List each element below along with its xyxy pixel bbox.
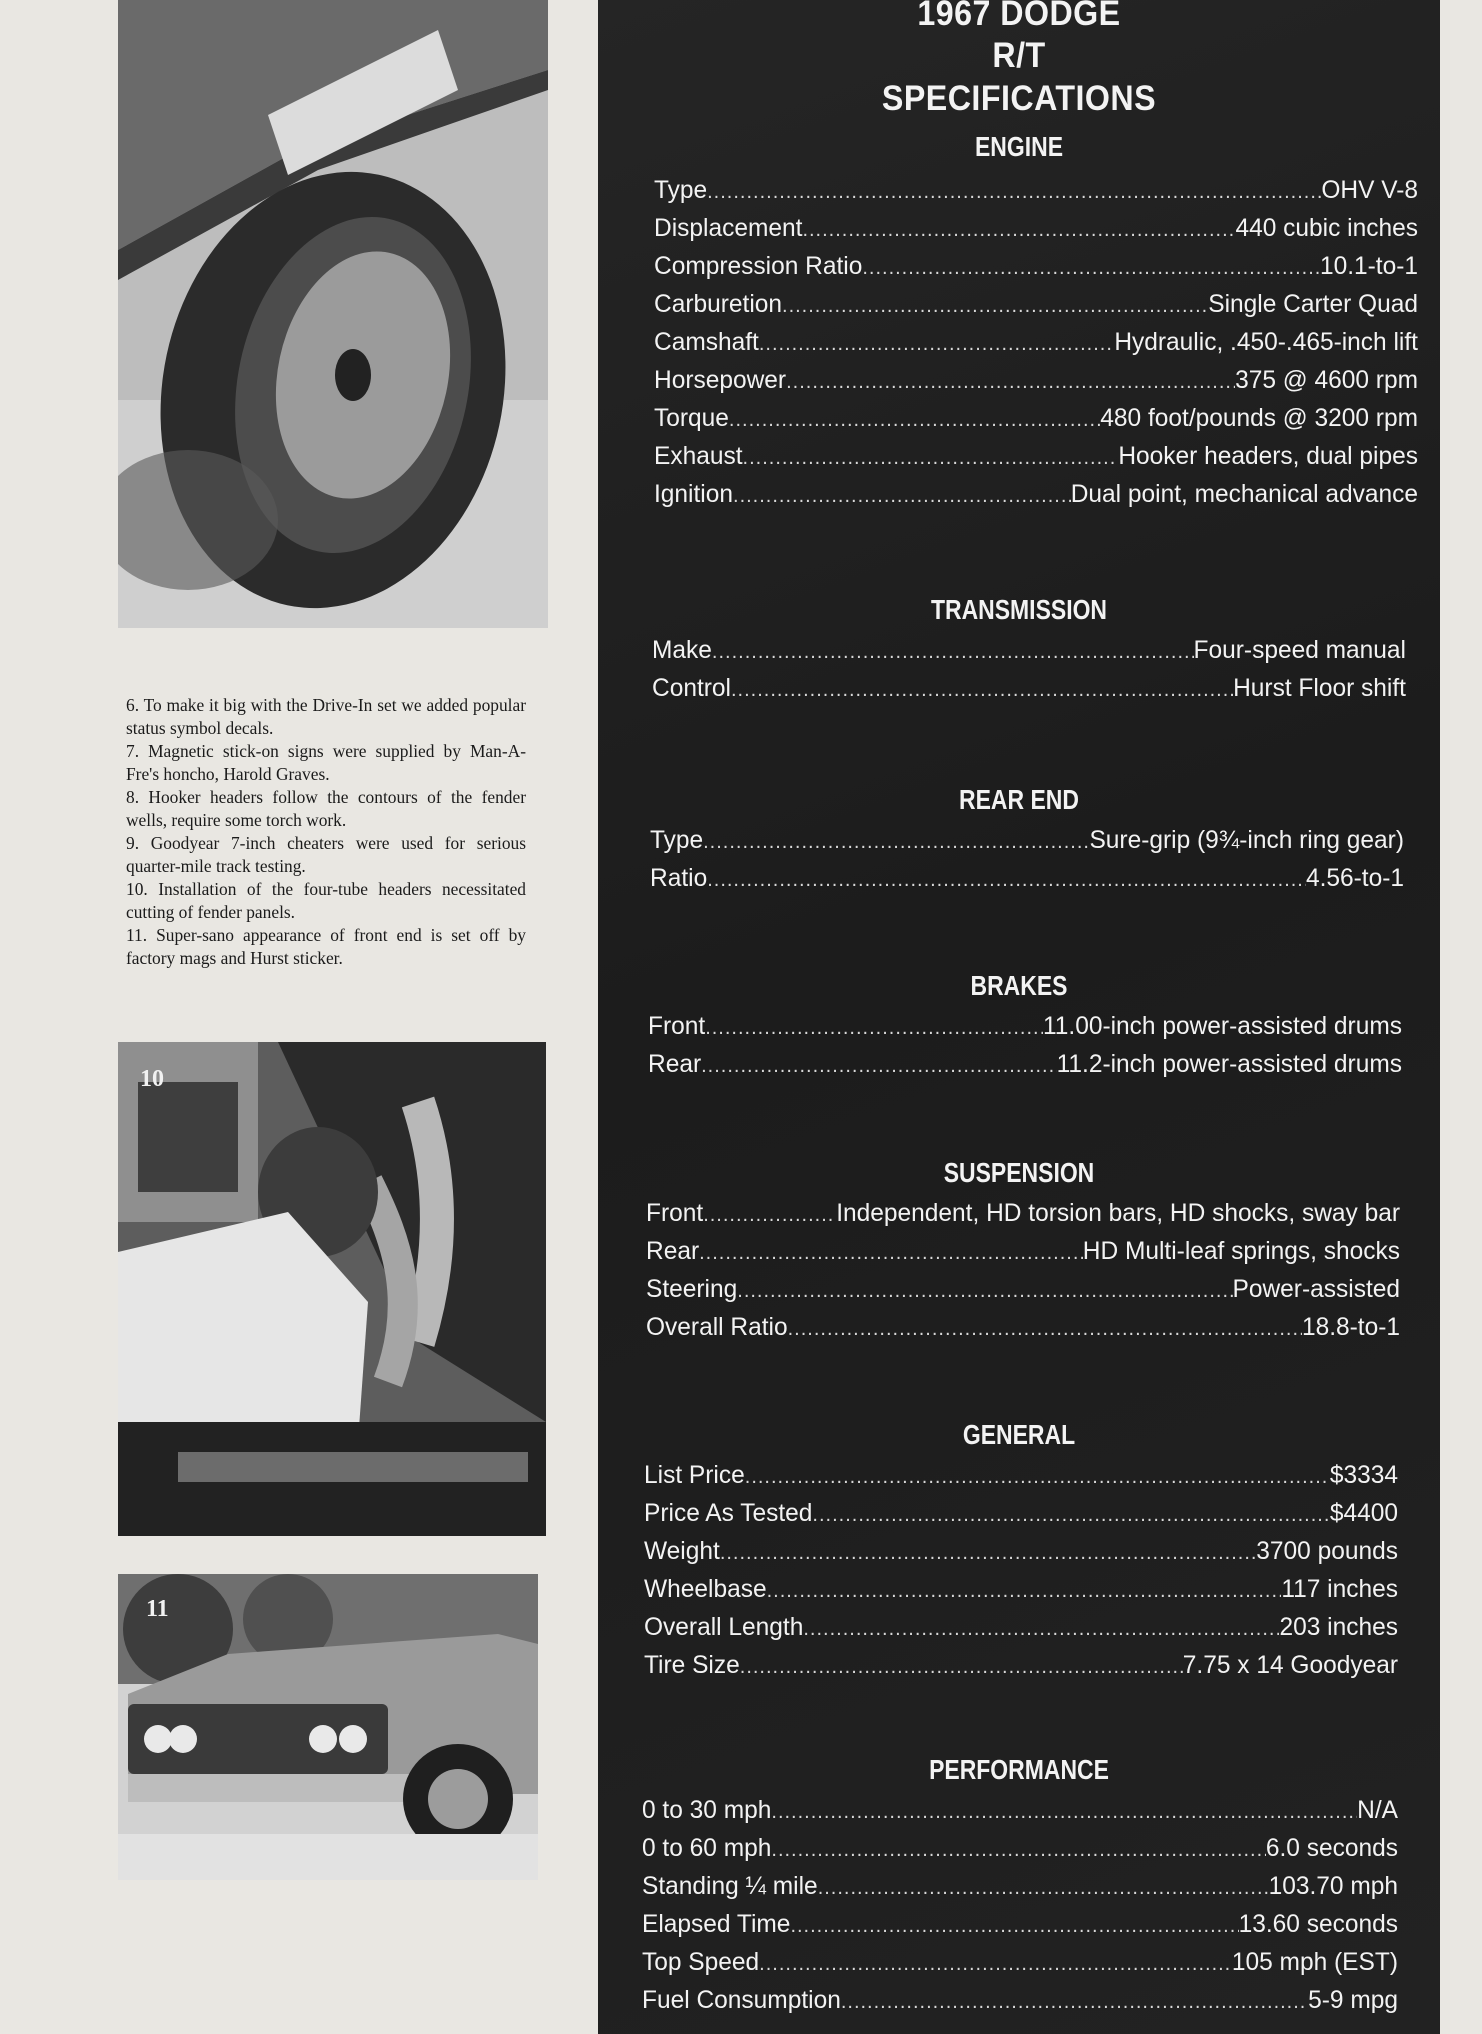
caption-11: 11. Super-sano appearance of front end is set off by factory mags and Hurst sticker. [126,925,526,968]
spec-row-general [644,1647,1398,1685]
spec-value: 7.75 x 14 Goodyear [1182,1652,1398,1679]
spec-row-engine [654,324,1418,362]
spec-label: Ignition [654,481,734,508]
spec-row-suspension [646,1309,1400,1347]
spec-value: 117 inches [1281,1576,1398,1603]
spec-value: OHV V-8 [1321,177,1418,204]
photo-headers-install [118,1042,546,1536]
dot-leader [745,1458,1330,1495]
dot-leader [707,861,1306,898]
spec-row-engine [654,438,1418,476]
caption-9: 9. Goodyear 7-inch cheaters were used for serious quarter-mile track testing. [126,833,526,876]
dot-leader [790,1907,1238,1944]
specifications-panel [598,0,1440,2034]
dot-leader [786,363,1235,400]
spec-label: Front [648,1013,706,1040]
dot-leader [841,1983,1308,2020]
dot-leader [737,1272,1232,1309]
dot-leader [759,325,1114,362]
dot-leader [771,1793,1357,1830]
spec-value: Power-assisted [1232,1276,1400,1303]
spec-label: Control [652,675,731,702]
spec-label: Front [646,1200,704,1227]
spec-label: Exhaust [654,443,743,470]
spec-label: Make [652,637,712,664]
photo-number-11: 11 [146,1596,169,1622]
spec-row-general [644,1457,1398,1495]
section-heading-performance: PERFORMANCE [929,1754,1109,1785]
spec-row-engine [654,362,1418,400]
caption-6: 6. To make it big with the Drive-In set we added popular status symbol decals. [126,695,526,738]
spec-row-general [644,1571,1398,1609]
spec-value: Hurst Floor shift [1233,675,1406,702]
spec-label: Rear [646,1238,700,1265]
spec-row-general [644,1533,1398,1571]
section-heading-engine: ENGINE [974,131,1064,162]
spec-value: 103.70 mph [1268,1873,1398,1900]
spec-row-transmission [652,632,1406,670]
spec-row-transmission [652,670,1406,708]
spec-value: 480 foot/pounds @ 3200 rpm [1100,405,1418,432]
spec-value: $4400 [1329,1500,1398,1527]
dot-leader [712,633,1194,670]
spec-label: Overall Length [644,1614,804,1641]
dot-leader [705,1009,1043,1046]
spec-row-performance [642,1868,1398,1906]
spec-row-general [644,1495,1398,1533]
spec-row-performance [642,1830,1398,1868]
dot-leader [707,173,1321,210]
spec-label: Standing ¼ mile [642,1873,818,1900]
spec-value: Dual point, mechanical advance [1070,481,1418,508]
dot-leader [733,477,1071,514]
spec-row-engine [654,248,1418,286]
section-heading-rear-end: REAR END [959,784,1079,815]
spec-label: Top Speed [642,1949,760,1976]
spec-label: 0 to 30 mph [642,1797,772,1824]
spec-value: Hydraulic, .450-.465-inch lift [1114,329,1418,356]
spec-row-engine [654,476,1418,514]
photo-captions [126,694,526,970]
dot-leader [740,1648,1183,1685]
dot-leader [802,211,1235,248]
dot-leader [701,1047,1056,1084]
spec-label: Elapsed Time [642,1911,791,1938]
title-line-3: SPECIFICATIONS [881,79,1157,118]
spec-label: Tire Size [644,1652,740,1679]
spec-value: Hooker headers, dual pipes [1118,443,1418,470]
dot-leader [729,401,1100,438]
spec-row-brakes [648,1046,1402,1084]
section-heading-suspension: SUSPENSION [943,1157,1095,1188]
spec-row-suspension [646,1195,1400,1233]
dot-leader [699,1234,1083,1271]
spec-value: 10.1-to-1 [1319,253,1418,280]
spec-label: Ratio [650,865,708,892]
spec-label: Horsepower [654,367,787,394]
dot-leader [818,1869,1269,1906]
photo-car-front [118,1574,538,1880]
spec-row-performance [642,1906,1398,1944]
dot-leader [731,671,1233,708]
spec-label: Price As Tested [644,1500,813,1527]
spec-row-engine [654,210,1418,248]
dot-leader [812,1496,1329,1533]
spec-value: 375 @ 4600 rpm [1235,367,1418,394]
spec-value: 13.60 seconds [1238,1911,1398,1938]
spec-value: 11.00-inch power-assisted drums [1042,1013,1402,1040]
spec-value: 105 mph (EST) [1231,1949,1398,1976]
dot-leader [862,249,1320,286]
section-heading-general: GENERAL [962,1419,1076,1450]
spec-value: N/A [1357,1797,1398,1824]
spec-row-suspension [646,1271,1400,1309]
section-heading-brakes: BRAKES [970,970,1068,1001]
spec-label: Carburetion [654,291,783,318]
spec-label: Displacement [654,215,803,242]
spec-label: Steering [646,1276,738,1303]
photo-number-10: 10 [140,1066,164,1092]
spec-label: List Price [644,1462,745,1489]
spec-row-engine [654,286,1418,324]
photo-tire [118,0,548,628]
spec-value: Independent, HD torsion bars, HD shocks, sway bar [836,1200,1400,1227]
spec-value: 4.56-to-1 [1305,865,1404,892]
spec-row-performance [642,1944,1398,1982]
spec-value: 440 cubic inches [1235,215,1418,242]
caption-7: 7. Magnetic stick-on signs were supplied by Man-A-Fre's honcho, Harold Graves. [126,741,526,784]
spec-label: Torque [654,405,729,432]
spec-label: Type [654,177,708,204]
spec-value: Four-speed manual [1193,637,1406,664]
section-heading-transmission: TRANSMISSION [930,594,1108,625]
spec-row-suspension [646,1233,1400,1271]
spec-value: 18.8-to-1 [1301,1314,1400,1341]
spec-row-engine [654,172,1418,210]
spec-label: Rear [648,1051,702,1078]
title-line-2: R/T [992,36,1046,75]
spec-label: Type [650,827,704,854]
spec-label: Compression Ratio [654,253,863,280]
dot-leader [703,1196,836,1233]
spec-row-performance [642,1982,1398,2020]
spec-row-engine [654,400,1418,438]
spec-label: Overall Ratio [646,1314,788,1341]
dot-leader [767,1572,1282,1609]
spec-row-brakes [648,1008,1402,1046]
spec-value: 3700 pounds [1256,1538,1398,1565]
spec-row-rear-end [650,860,1404,898]
dot-leader [782,287,1208,324]
spec-value: 5-9 mpg [1308,1987,1398,2014]
spec-label: Fuel Consumption [642,1987,841,2014]
spec-label: Camshaft [654,329,759,356]
spec-row-rear-end [650,822,1404,860]
dot-leader [703,823,1089,860]
spec-row-performance [642,1792,1398,1830]
caption-8: 8. Hooker headers follow the contours of the fender wells, require some torch work. [126,787,526,830]
dot-leader [759,1945,1232,1982]
spec-value: 11.2-inch power-assisted drums [1056,1051,1402,1078]
spec-label: Weight [644,1538,720,1565]
dot-leader [720,1534,1256,1571]
spec-value: Single Carter Quad [1208,291,1418,318]
dot-leader [803,1610,1279,1647]
spec-label: 0 to 60 mph [642,1835,772,1862]
spec-value: 203 inches [1279,1614,1398,1641]
dot-leader [788,1310,1302,1347]
spec-value: Sure-grip (9¾-inch ring gear) [1089,827,1404,854]
spec-value: HD Multi-leaf springs, shocks [1082,1238,1400,1265]
spec-row-general [644,1609,1398,1647]
dot-leader [771,1831,1265,1868]
spec-value: $3334 [1329,1462,1398,1489]
spec-label: Wheelbase [644,1576,767,1603]
title-line-1: 1967 DODGE [917,0,1121,33]
dot-leader [743,439,1119,476]
caption-10: 10. Installation of the four-tube headers necessitated cutting of fender panels. [126,879,526,922]
spec-value: 6.0 seconds [1265,1835,1398,1862]
